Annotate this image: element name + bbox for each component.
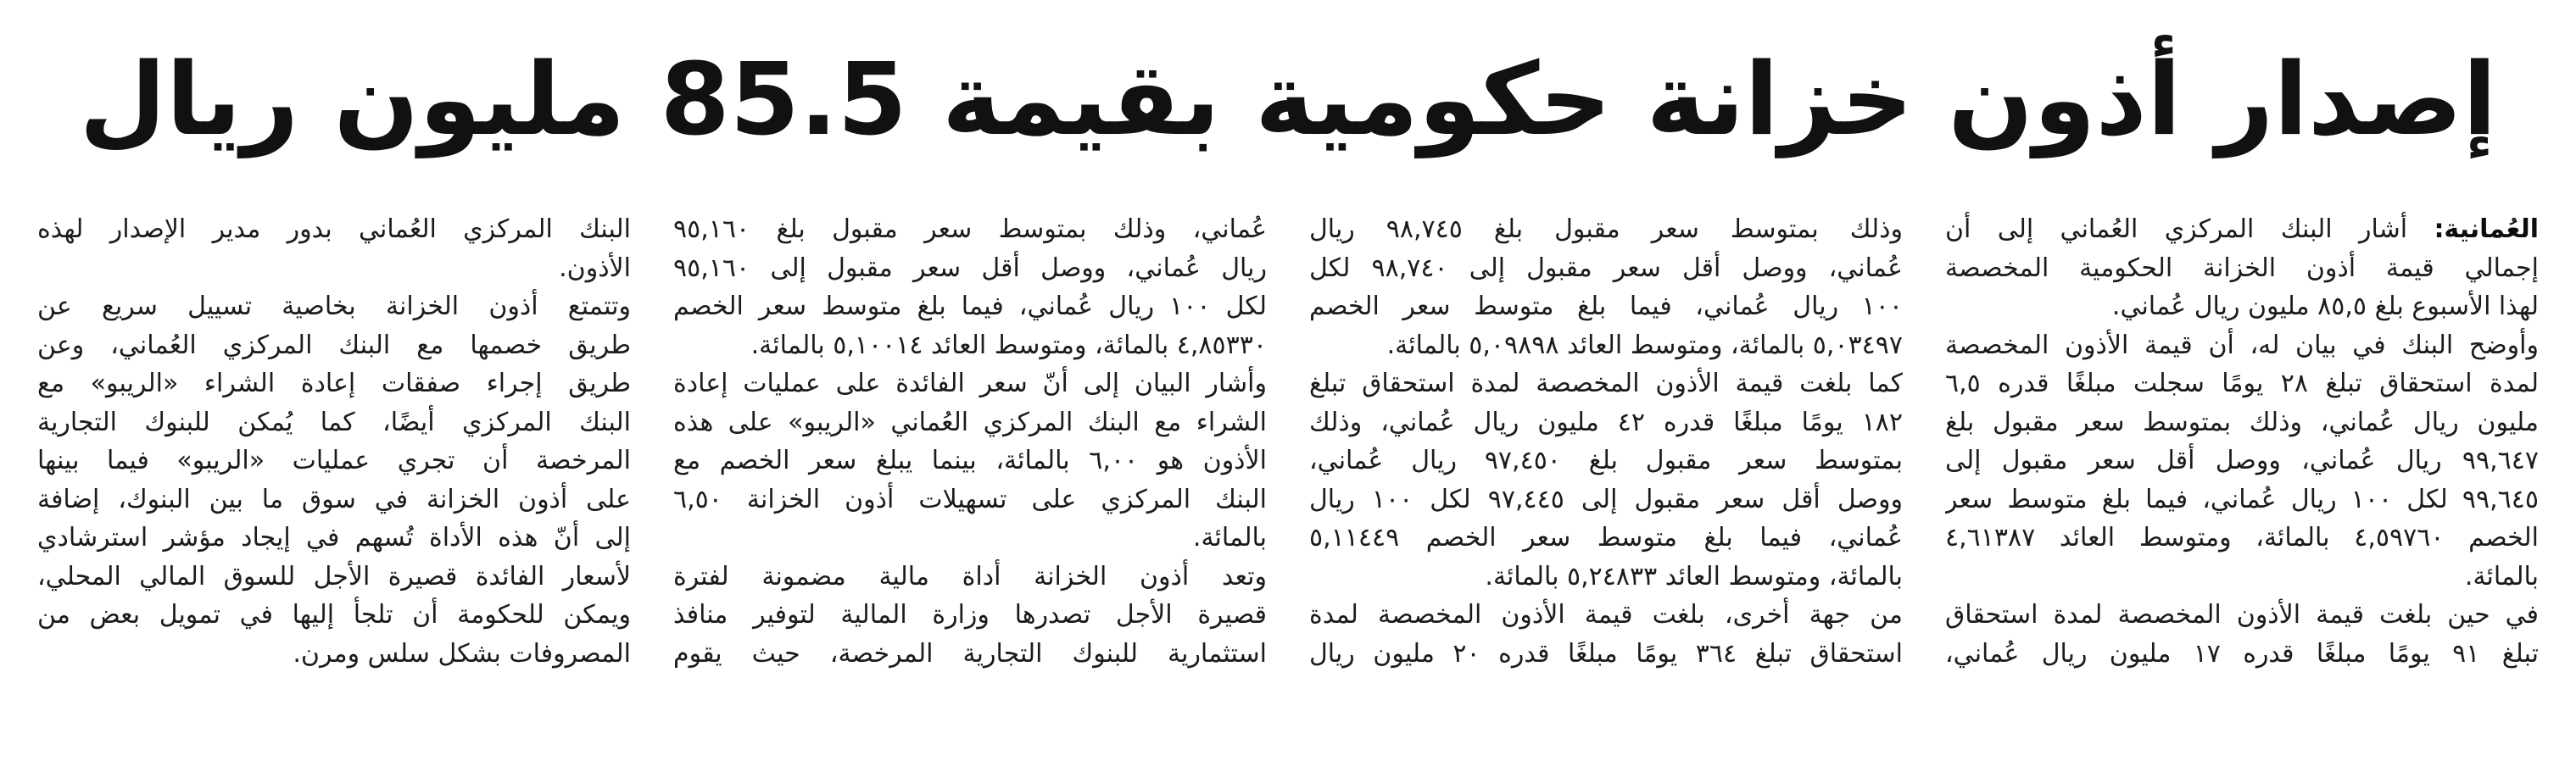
line-text: ١٨٢ يومًا مبلغًا قدره ٤٢ مليون ريال عُماني، وذلك [1309, 407, 1903, 437]
line-text: المصروفات بشكل سلس ومرن. [293, 638, 631, 669]
text-line [37, 249, 631, 288]
line-text: بالمائة، ومتوسط العائد ٥,٢٤٨٣٣ بالمائة. [1485, 561, 1903, 592]
line-text: وأشار البيان إلى أنّ سعر الفائدة على عمليات إعادة [673, 369, 1267, 398]
line-text: من جهة أخرى، بلغت قيمة الأذون المخصصة لمدة [1309, 600, 1903, 630]
article-column [37, 210, 631, 753]
text-line [673, 442, 1267, 480]
line-text: البنك المركزي العُماني بدور مدير الإصدار لهذه [37, 214, 631, 244]
line-text: ٤,٨٥٣٣٠ بالمائة، ومتوسط العائد ٥,١٠٠١٤ بالمائة. [750, 330, 1267, 360]
text-line [1945, 210, 2539, 249]
line-text: ٥,٠٣٤٩٧ بالمائة، ومتوسط العائد ٥,٠٩٨٩٨ بالمائة. [1386, 330, 1903, 360]
text-line [1309, 326, 1903, 365]
line-text: مليون ريال عُماني، وذلك بمتوسط سعر مقبول بلغ [1945, 407, 2539, 437]
text-line [1945, 326, 2539, 365]
line-text: على أذون الخزانة في سوق ما بين البنوك، إضافة [37, 484, 631, 514]
line-text: ٩٩,٦٤٧ ريال عُماني، ووصل أقل سعر مقبول إلى [1945, 446, 2539, 475]
text-line [37, 558, 631, 597]
text-line [673, 519, 1267, 558]
text-line [1945, 558, 2539, 597]
text-line [37, 403, 631, 442]
line-text: بمتوسط سعر مقبول بلغ ٩٧,٤٥٠ ريال عُماني، [1309, 446, 1903, 475]
text-line [673, 210, 1267, 249]
line-text: عُماني، ووصل أقل سعر مقبول إلى ٩٨,٧٤٠ لكل [1309, 253, 1903, 283]
article-headline: إصدار أذون خزانة حكومية بقيمة 85.5 مليون ريال [79, 41, 2497, 158]
line-text: البنك المركزي أيضًا، كما يُمكن للبنوك التجارية [37, 407, 631, 437]
line-text: لكل ١٠٠ ريال عُماني، فيما بلغ متوسط سعر الخصم [673, 292, 1267, 321]
line-text: كما بلغت قيمة الأذون المخصصة لمدة استحقاق تبلغ [1309, 369, 1903, 398]
line-text: استحقاق تبلغ ٣٦٤ يومًا مبلغًا قدره ٢٠ مليون ريال [1309, 638, 1903, 669]
line-text: طريق إجراء صفقات إعادة الشراء «الريبو» مع [37, 369, 631, 398]
line-text: وتتمتع أذون الخزانة بخاصية تسييل سريع عن [37, 292, 631, 321]
text-line [37, 442, 631, 480]
text-line [673, 364, 1267, 403]
line-text: إلى أنّ هذه الأداة تُسهم في إيجاد مؤشر استرشادي [37, 523, 631, 553]
text-line [1945, 519, 2539, 558]
line-text: بالمائة. [1192, 523, 1267, 553]
text-line [1309, 596, 1903, 635]
article-column [673, 210, 1267, 753]
line-text: وأوضح البنك في بيان له، أن قيمة الأذون المخصصة [1945, 330, 2539, 360]
line-text: في حين بلغت قيمة الأذون المخصصة لمدة استحقاق [1945, 600, 2539, 630]
text-line [1945, 442, 2539, 480]
line-text: وذلك بمتوسط سعر مقبول بلغ ٩٨,٧٤٥ ريال [1309, 214, 1903, 244]
line-text: بالمائة. [2464, 561, 2539, 592]
article-body [37, 210, 2539, 753]
text-line [673, 480, 1267, 519]
line-text: لأسعار الفائدة قصيرة الأجل للسوق المالي المحلي، [37, 561, 631, 592]
text-line [1309, 480, 1903, 519]
text-line [673, 249, 1267, 288]
dateline-kicker: العُمانية: [2434, 214, 2539, 244]
text-line [1945, 249, 2539, 288]
text-line [673, 287, 1267, 326]
text-line [37, 519, 631, 558]
text-line [1945, 480, 2539, 519]
text-line [673, 403, 1267, 442]
text-line [1309, 635, 1903, 674]
text-line [673, 326, 1267, 365]
line-text: لمدة استحقاق تبلغ ٢٨ يومًا سجلت مبلغًا قدره ٦,٥ [1945, 369, 2539, 398]
line-text: لهذا الأسبوع بلغ ٨٥,٥ مليون ريال عُماني. [2111, 292, 2539, 321]
text-line [1309, 287, 1903, 326]
text-line [1309, 558, 1903, 597]
line-text: ريال عُماني، ووصل أقل سعر مقبول إلى ٩٥,١٦٠ [673, 253, 1267, 283]
line-text: ١٠٠ ريال عُماني، فيما بلغ متوسط سعر الخصم [1309, 292, 1903, 321]
text-line [1945, 287, 2539, 326]
line-text: استثمارية للبنوك التجارية المرخصة، حيث يقوم [673, 638, 1267, 669]
text-line [1945, 596, 2539, 635]
text-line [37, 287, 631, 326]
text-line [37, 596, 631, 635]
text-line [1309, 249, 1903, 288]
text-line [1945, 403, 2539, 442]
line-text: الأذون هو ٦,٠٠ بالمائة، بينما يبلغ سعر الخصم مع [673, 446, 1267, 475]
text-line [37, 326, 631, 365]
line-text: تبلغ ٩١ يومًا مبلغًا قدره ١٧ مليون ريال عُماني، [1945, 638, 2539, 669]
text-line [1945, 635, 2539, 674]
line-text: ٩٩,٦٤٥ لكل ١٠٠ ريال عُماني، فيما بلغ متوسط سعر [1945, 484, 2539, 514]
text-line [673, 596, 1267, 635]
text-line [37, 635, 631, 674]
text-line [37, 480, 631, 519]
line-text: الأذون. [559, 253, 631, 283]
text-line [1945, 364, 2539, 403]
line-text: قصيرة الأجل تصدرها وزارة المالية لتوفير منافذ [673, 600, 1267, 630]
text-line [673, 635, 1267, 674]
text-line [37, 364, 631, 403]
text-line [1309, 442, 1903, 480]
line-text: عُماني، وذلك بمتوسط سعر مقبول بلغ ٩٥,١٦٠ [673, 214, 1267, 244]
text-line [673, 558, 1267, 597]
text-line [1309, 403, 1903, 442]
line-text: وتعد أذون الخزانة أداة مالية مضمونة لفترة [673, 561, 1267, 592]
line-text: إجمالي قيمة أذون الخزانة الحكومية المخصصة [1945, 253, 2539, 283]
line-text: طريق خصمها مع البنك المركزي العُماني، وعن [37, 330, 631, 360]
text-line [1309, 364, 1903, 403]
line-text: ويمكن للحكومة أن تلجأ إليها في تمويل بعض من [37, 600, 631, 630]
line-text: الخصم ٤,٥٩٧٦٠ بالمائة، ومتوسط العائد ٤,٦١٣٨٧ [1945, 523, 2539, 553]
article-column [1309, 210, 1903, 753]
text-line [37, 210, 631, 249]
text-line [1309, 519, 1903, 558]
text-line [1309, 210, 1903, 249]
line-text: عُماني، فيما بلغ متوسط سعر الخصم ٥,١١٤٤٩ [1309, 523, 1903, 553]
line-text: البنك المركزي على تسهيلات أذون الخزانة ٦,٥٠ [673, 484, 1267, 514]
line-text: المرخصة أن تجري عمليات «الريبو» فيما بينها [37, 446, 631, 475]
line-text: أشار البنك المركزي العُماني إلى أن [1945, 214, 2434, 244]
article-column [1945, 210, 2539, 753]
line-text: ووصل أقل سعر مقبول إلى ٩٧,٤٤٥ لكل ١٠٠ ريال [1309, 484, 1903, 514]
line-text: الشراء مع البنك المركزي العُماني «الريبو» على هذه [673, 407, 1267, 437]
